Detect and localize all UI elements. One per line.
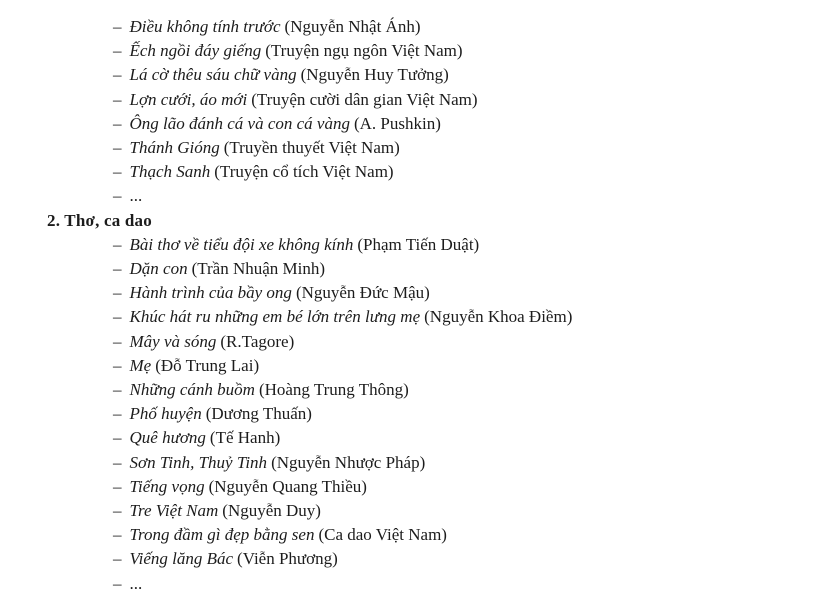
- list-item: [113, 257, 839, 281]
- list-item: [113, 523, 839, 547]
- item-dash-marker: –: [113, 41, 122, 61]
- item-source: ...: [129, 573, 143, 593]
- list-item: [113, 184, 839, 208]
- item-dash-marker: –: [113, 259, 122, 279]
- item-source: ...: [129, 186, 143, 206]
- list-item: [113, 572, 839, 596]
- list-item: [113, 330, 839, 354]
- item-source: (Nguyễn Đức Mậu): [295, 283, 430, 303]
- list-item: [113, 112, 839, 136]
- item-title: Điều không tính trước: [129, 17, 281, 36]
- item-title: Thạch Sanh: [129, 162, 211, 182]
- section: [0, 209, 839, 596]
- item-source: (Nguyễn Nhược Pháp): [271, 452, 426, 472]
- item-source: (Đỗ Trung Lai): [155, 355, 260, 375]
- item-source: (Truyện cổ tích Việt Nam): [214, 162, 394, 182]
- list-item: [113, 547, 839, 571]
- item-source: (Nguyễn Duy): [222, 501, 321, 521]
- section-heading: 2. Thơ, ca dao: [47, 210, 152, 230]
- item-title: Tre Việt Nam: [129, 501, 219, 521]
- item-title: Viếng lăng Bác: [129, 549, 234, 569]
- item-dash-marker: –: [113, 452, 122, 472]
- item-dash-marker: –: [113, 380, 122, 400]
- list-item: [113, 233, 839, 257]
- item-dash-marker: –: [113, 476, 122, 496]
- item-dash-marker: –: [113, 65, 122, 85]
- item-title: Mẹ: [129, 355, 152, 375]
- item-title: Lá cờ thêu sáu chữ vàng: [129, 65, 297, 85]
- list-item: [113, 39, 839, 63]
- list-item: [113, 305, 839, 329]
- list-item: [113, 88, 839, 112]
- item-dash-marker: –: [113, 355, 122, 375]
- item-dash-marker: –: [113, 162, 122, 182]
- item-source: (Truyện cười dân gian Việt Nam): [251, 89, 478, 109]
- list-item: [113, 475, 839, 499]
- item-title: Khúc hát ru những em bé lớn trên lưng mẹ: [129, 307, 421, 327]
- item-title: Bài thơ về tiểu đội xe không kính: [129, 234, 354, 254]
- item-title: Mây và sóng: [129, 331, 217, 351]
- list-item: [113, 15, 839, 39]
- item-source: (Tế Hanh): [209, 428, 281, 448]
- item-dash-marker: –: [113, 186, 122, 206]
- item-dash-marker: –: [113, 89, 122, 109]
- item-source: (R.Tagore): [220, 331, 295, 351]
- list-item: [113, 499, 839, 523]
- item-source: (Ca dao Việt Nam): [318, 525, 447, 545]
- list-item: [113, 63, 839, 87]
- list-item: [113, 451, 839, 475]
- item-title: Lợn cưới, áo mới: [129, 89, 248, 109]
- item-dash-marker: –: [113, 17, 122, 36]
- list-item: [113, 354, 839, 378]
- item-dash-marker: –: [113, 501, 122, 521]
- item-title: Tiếng vọng: [129, 476, 205, 496]
- item-source: (Dương Thuấn): [205, 404, 312, 424]
- item-source: (Nguyễn Quang Thiều): [208, 476, 367, 496]
- item-dash-marker: –: [113, 573, 122, 593]
- item-title: Sơn Tinh, Thuỷ Tinh: [129, 452, 268, 472]
- item-dash-marker: –: [113, 307, 122, 327]
- item-source: (Nguyễn Khoa Điềm): [424, 307, 573, 327]
- item-source: (Trần Nhuận Minh): [191, 259, 326, 279]
- item-title: Phố huyện: [129, 404, 202, 424]
- item-source: (Viễn Phương): [237, 549, 338, 569]
- item-source: (A. Pushkin): [353, 113, 441, 133]
- list-item: [113, 378, 839, 402]
- item-dash-marker: –: [113, 404, 122, 424]
- item-dash-marker: –: [113, 549, 122, 569]
- item-dash-marker: –: [113, 283, 122, 303]
- item-title: Trong đầm gì đẹp bằng sen: [129, 525, 315, 545]
- item-title: Quê hương: [129, 428, 206, 448]
- item-dash-marker: –: [113, 234, 122, 254]
- item-source: (Truyện ngụ ngôn Việt Nam): [265, 41, 463, 61]
- item-title: Ếch ngồi đáy giếng: [129, 41, 262, 61]
- list-item: [113, 426, 839, 450]
- item-source: (Hoàng Trung Thông): [258, 380, 409, 400]
- item-title: Những cánh buồm: [129, 380, 255, 400]
- item-title: Ông lão đánh cá và con cá vàng: [129, 113, 350, 133]
- item-dash-marker: –: [113, 113, 122, 133]
- item-source: (Nguyễn Huy Tưởng): [300, 65, 449, 85]
- item-dash-marker: –: [113, 428, 122, 448]
- item-dash-marker: –: [113, 331, 122, 351]
- item-source: (Phạm Tiến Duật): [357, 234, 480, 254]
- list-item: [113, 136, 839, 160]
- list-item: [113, 402, 839, 426]
- item-title: Dặn con: [129, 259, 188, 279]
- item-title: Thánh Gióng: [129, 138, 220, 158]
- item-dash-marker: –: [113, 525, 122, 545]
- item-source: (Truyền thuyết Việt Nam): [223, 138, 400, 158]
- item-dash-marker: –: [113, 138, 122, 158]
- list-item: [113, 160, 839, 184]
- section: [0, 15, 839, 209]
- item-source: (Nguyễn Nhật Ánh): [284, 17, 421, 36]
- list-item: [113, 281, 839, 305]
- item-title: Hành trình của bầy ong: [129, 283, 292, 303]
